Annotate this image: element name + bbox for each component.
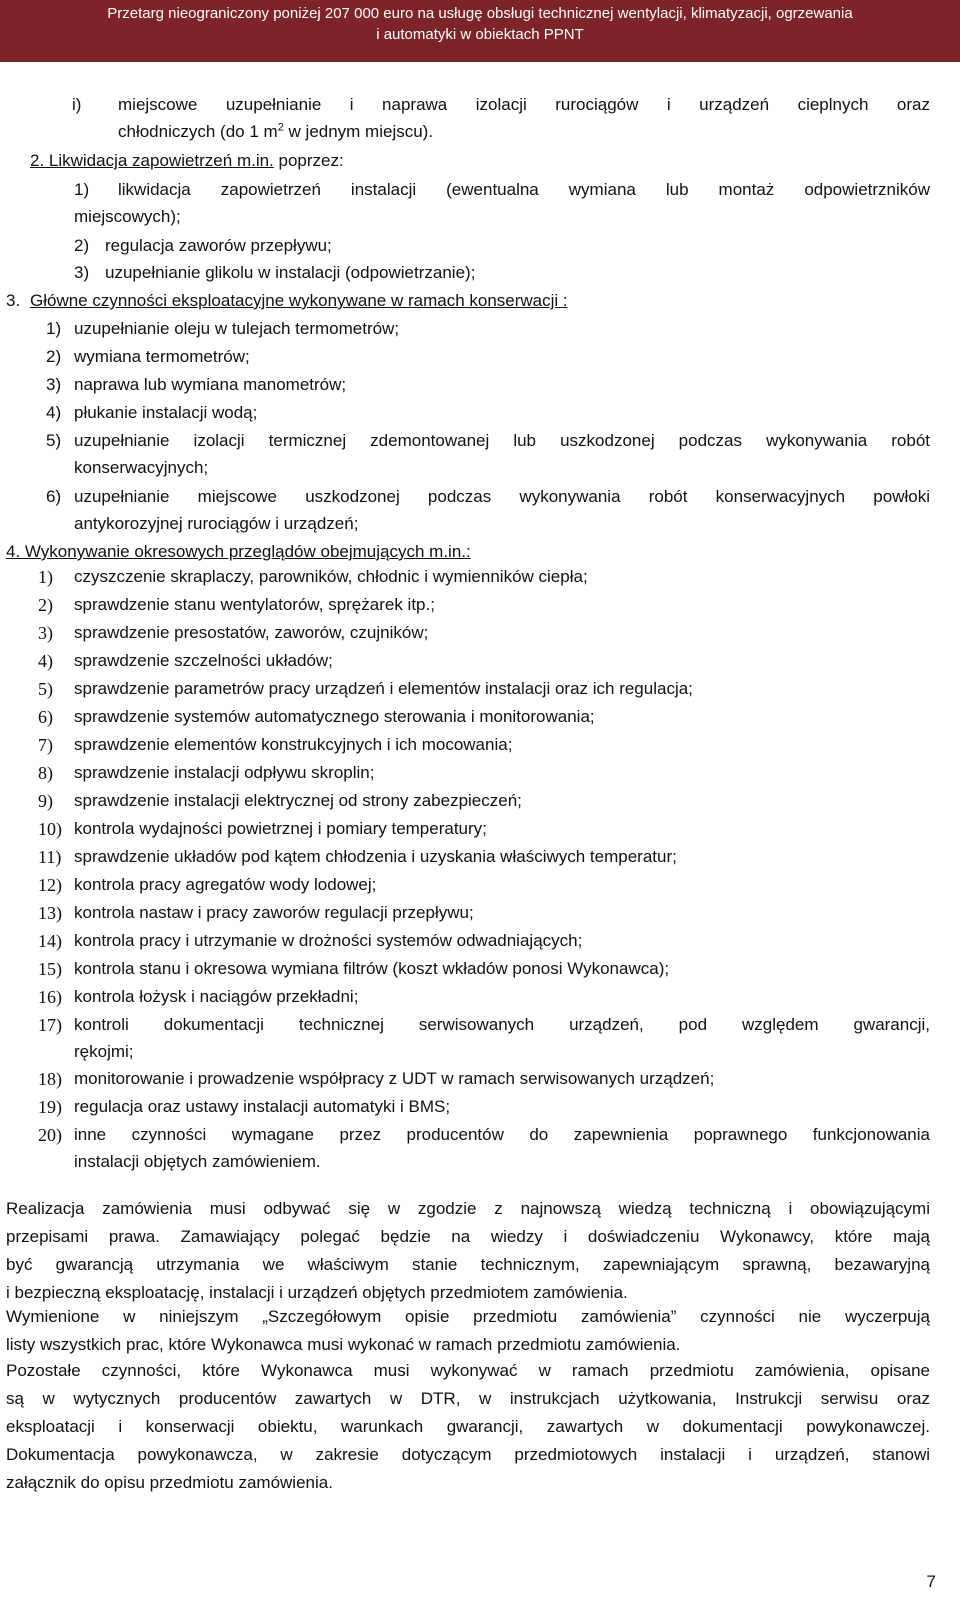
list-marker: 13) [38,903,62,923]
list-marker: 10) [38,819,62,839]
list-marker: 2) [46,347,62,366]
list-item-text-continued: antykorozyjnej rurociągów i urządzeń; [74,514,359,533]
list-marker: 20) [38,1125,62,1145]
list-item-text-continued: konserwacyjnych; [74,458,209,477]
list-item-text: kontrola stanu i okresowa wymiana filtrów (koszt wkładów ponosi Wykonawca); [74,959,670,978]
list-item-text: miejscowe uzupełnianie i naprawa izolacji rurociągów i urządzeń cieplnych oraz [118,95,930,114]
list-marker: 2) [74,236,90,255]
paragraph-line: Wymienione w niniejszym „Szczegółowym opisie przedmiotu zamówienia” czynności nie wyczerpują [6,1307,930,1326]
list-item-text: monitorowanie i prowadzenie współpracy z UDT w ramach serwisowanych urządzeń; [74,1069,715,1088]
list-marker: 2) [38,595,53,615]
list-item-text: sprawdzenie stanu wentylatorów, sprężarek itp.; [74,595,435,614]
list-marker: 1) [74,180,90,199]
section-number: 3. [6,291,21,310]
list-marker: 1) [38,567,53,587]
list-marker: 12) [38,875,62,895]
list-marker: 6) [46,487,62,506]
list-marker: 4) [38,651,53,671]
list-item-text: sprawdzenie systemów automatycznego sterowania i monitorowania; [74,707,595,726]
paragraph-line: listy wszystkich prac, które Wykonawca musi wykonać w ramach przedmiotu zamówienia. [6,1335,681,1354]
list-marker: 3) [46,375,62,394]
header-title-line1: Przetarg nieograniczony poniżej 207 000 euro na usługę obsługi technicznej wentylacji, klimatyzacji, ogrzewania [107,5,853,22]
paragraph-line: są w wytycznych producentów zawartych w DTR, w instrukcjach użytkowania, Instrukcji serwisu oraz [6,1389,930,1408]
list-item-text-continued: instalacji objętych zamówieniem. [74,1152,321,1171]
paragraph-line: załącznik do opisu przedmiotu zamówienia. [6,1473,333,1492]
list-item-text: sprawdzenie układów pod kątem chłodzenia i uzyskania właściwych temperatur; [74,847,677,866]
list-marker: 15) [38,959,62,979]
list-marker: 11) [38,847,62,867]
paragraph-line: eksploatacji i konserwacji obiektu, warunkach gwarancji, zawartych w dokumentacji powykonawczej. [6,1417,930,1436]
list-marker: 5) [38,679,53,699]
list-marker: 16) [38,987,62,1007]
paragraph-line: Realizacja zamówienia musi odbywać się w zgodzie z najnowszą wiedzą techniczną i obowiązującymi [6,1199,930,1218]
list-item-text: uzupełnianie izolacji termicznej zdemontowanej lub uszkodzonej podczas wykonywania robót [74,431,930,450]
list-item-text: uzupełnianie glikolu w instalacji (odpowietrzanie); [105,263,476,282]
list-marker: 3) [38,623,53,643]
section-heading: 2. Likwidacja zapowietrzeń m.in. poprzez: [30,151,344,170]
list-item-text: płukanie instalacji wodą; [74,403,258,422]
list-item-text: sprawdzenie instalacji elektrycznej od strony zabezpieczeń; [74,791,522,810]
header-title-line2: i automatyki w obiektach PPNT [376,26,584,43]
list-item-text: uzupełnianie miejscowe uszkodzonej podczas wykonywania robót konserwacyjnych powłoki [74,487,930,506]
list-item-text: regulacja zaworów przepływu; [105,236,332,255]
list-marker: i) [72,95,82,114]
list-item-text: regulacja oraz ustawy instalacji automatyki i BMS; [74,1097,451,1116]
list-item-text: sprawdzenie instalacji odpływu skroplin; [74,763,375,782]
document-header [0,0,960,62]
list-item-text: likwidacja zapowietrzeń instalacji (ewentualna wymiana lub montaż odpowietrzników [118,180,930,199]
section-heading: Główne czynności eksploatacyjne wykonywane w ramach konserwacji : [30,291,568,310]
list-item-text: kontrola wydajności powietrznej i pomiary temperatury; [74,819,487,838]
list-marker: 6) [38,707,53,727]
list-item-text: wymiana termometrów; [74,347,250,366]
list-item-text-continued: chłodniczych (do 1 $m^2$ w jednym miejscu). [118,121,434,141]
list-marker: 9) [38,791,53,811]
list-item-text: kontrola pracy i utrzymanie w drożności systemów odwadniających; [74,931,583,950]
paragraph-line: przepisami prawa. Zamawiający polegać będzie na wiedzy i doświadczeniu Wykonawcy, które mają [6,1227,930,1246]
list-marker: 19) [38,1097,62,1117]
list-marker: 4) [46,403,62,422]
list-item-text: uzupełnianie oleju w tulejach termometrów; [74,319,400,338]
section-heading: 4. Wykonywanie okresowych przeglądów obejmujących m.in.: [6,542,471,561]
page-number: 7 [926,1572,936,1591]
paragraph-line: Dokumentacja powykonawcza, w zakresie dotyczącym przedmiotowych instalacji i urządzeń, stanowi [6,1445,930,1464]
list-marker: 3) [74,263,90,282]
list-marker: 8) [38,763,53,783]
list-item-text: kontrola pracy agregatów wody lodowej; [74,875,377,894]
list-item-text: kontrola łożysk i naciągów przekładni; [74,987,359,1006]
list-item-text: kontroli dokumentacji technicznej serwisowanych urządzeń, pod względem gwarancji, [74,1015,930,1034]
list-marker: 7) [38,735,53,755]
list-item-text: sprawdzenie szczelności układów; [74,651,333,670]
list-item-text: sprawdzenie elementów konstrukcyjnych i ich mocowania; [74,735,513,754]
list-item-text-continued: rękojmi; [74,1042,134,1061]
list-marker: 1) [46,319,62,338]
list-item-text-continued: miejscowych); [74,207,181,226]
list-item-text: sprawdzenie presostatów, zaworów, czujników; [74,623,429,642]
list-item-text: inne czynności wymagane przez producentów do zapewnienia poprawnego funkcjonowania [74,1125,930,1144]
list-marker: 5) [46,431,62,450]
list-marker: 18) [38,1069,62,1089]
list-item-text: czyszczenie skraplaczy, parowników, chłodnic i wymienników ciepła; [74,567,588,586]
paragraph-line: Pozostałe czynności, które Wykonawca musi wykonywać w ramach przedmiotu zamówienia, opisane [6,1361,930,1380]
list-item-text: kontrola nastaw i pracy zaworów regulacji przepływu; [74,903,474,922]
paragraph-line: być gwarancją utrzymania we właściwym stanie technicznym, zapewniającym sprawną, bezawaryjną [6,1255,930,1274]
list-item-text: sprawdzenie parametrów pracy urządzeń i elementów instalacji oraz ich regulacja; [74,679,693,698]
paragraph-line: i bezpieczną eksploatację, instalacji i urządzeń objętych przedmiotem zamówienia. [6,1283,628,1302]
list-marker: 17) [38,1015,62,1035]
list-item-text: naprawa lub wymiana manometrów; [74,375,347,394]
list-marker: 14) [38,931,62,951]
